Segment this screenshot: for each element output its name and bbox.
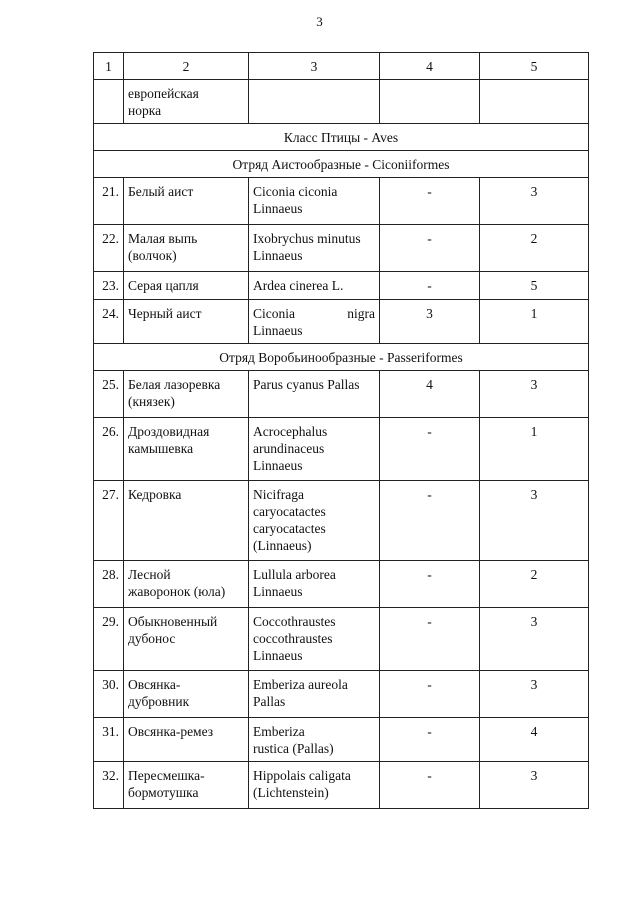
continuation-num-cell	[94, 80, 124, 124]
species-name-ru	[124, 718, 249, 762]
name-line: Овсянка-ремез	[128, 724, 214, 739]
name-line: Лесной	[128, 567, 171, 582]
species-name-ru	[124, 225, 249, 272]
name-line: европейская	[128, 86, 199, 101]
latin-line: Ixobrychus minutus	[253, 231, 361, 246]
continuation-row	[94, 80, 589, 124]
column-5-value: 3	[480, 762, 589, 809]
column-5-value: 3	[480, 671, 589, 718]
header-cell-1: 1	[94, 53, 124, 80]
column-4-value: -	[380, 762, 480, 809]
column-4-value: -	[380, 481, 480, 561]
row-number: 26.	[94, 418, 124, 481]
column-5-value: 2	[480, 225, 589, 272]
latin-line: Nicifraga	[253, 487, 304, 502]
latin-line: Linnaeus	[253, 201, 303, 216]
table-row	[94, 225, 589, 272]
page-number: 3	[316, 14, 323, 29]
name-line: бормотушка	[128, 785, 199, 800]
species-name-latin	[249, 481, 380, 561]
table-row	[94, 371, 589, 418]
ciconiiformes-rows	[94, 178, 589, 344]
latin-line: Acrocephalus	[253, 424, 328, 439]
species-name-latin	[249, 608, 380, 671]
continuation-latin-cell	[249, 80, 380, 124]
name-line: (волчок)	[128, 248, 177, 263]
species-name-ru	[124, 418, 249, 481]
latin-line: Lullula arborea	[253, 567, 336, 582]
latin-line: Linnaeus	[253, 323, 303, 338]
continuation-name-cell	[124, 80, 249, 124]
section-row-order	[94, 344, 589, 371]
row-number: 22.	[94, 225, 124, 272]
name-line: Кедровка	[128, 487, 182, 502]
table-row	[94, 718, 589, 762]
column-4-value: -	[380, 608, 480, 671]
latin-line: (Linnaeus)	[253, 538, 312, 553]
passeriformes-rows	[94, 371, 589, 809]
row-number: 31.	[94, 718, 124, 762]
section-row-class	[94, 124, 589, 151]
latin-line: Emberiza aureola	[253, 677, 348, 692]
species-name-latin	[249, 225, 380, 272]
species-name-ru	[124, 272, 249, 300]
row-number: 23.	[94, 272, 124, 300]
class-title: Класс Птицы - Aves	[94, 124, 589, 151]
latin-line	[253, 305, 375, 322]
latin-word: nigra	[347, 306, 375, 321]
name-line: Серая цапля	[128, 278, 199, 293]
row-number: 29.	[94, 608, 124, 671]
row-number: 30.	[94, 671, 124, 718]
name-line: Белая лазоревка	[128, 377, 221, 392]
continuation-col5-cell	[480, 80, 589, 124]
column-5-value: 1	[480, 418, 589, 481]
species-name-latin	[249, 718, 380, 762]
column-5-value: 4	[480, 718, 589, 762]
latin-line: coccothraustes	[253, 631, 333, 646]
species-name-latin	[249, 561, 380, 608]
latin-line: Emberiza	[253, 724, 305, 739]
column-4-value: -	[380, 671, 480, 718]
table-header-row	[94, 53, 589, 80]
column-4-value: -	[380, 225, 480, 272]
latin-line: Linnaeus	[253, 648, 303, 663]
header-cell-4: 4	[380, 53, 480, 80]
latin-line: Ardea cinerea L.	[253, 278, 344, 293]
column-4-value: -	[380, 418, 480, 481]
species-name-ru	[124, 561, 249, 608]
species-name-latin	[249, 418, 380, 481]
column-5-value: 3	[480, 608, 589, 671]
order-title: Отряд Аистообразные - Ciconiiformes	[94, 151, 589, 178]
column-4-value: -	[380, 272, 480, 300]
latin-line: Coccothraustes	[253, 614, 336, 629]
species-name-latin	[249, 371, 380, 418]
table-row	[94, 561, 589, 608]
name-line: Обыкновенный	[128, 614, 218, 629]
species-name-latin	[249, 272, 380, 300]
table-row	[94, 671, 589, 718]
latin-line: caryocatactes	[253, 521, 326, 536]
column-5-value: 2	[480, 561, 589, 608]
latin-word: Ciconia	[253, 306, 295, 321]
column-5-value: 1	[480, 300, 589, 344]
species-name-latin	[249, 671, 380, 718]
name-line: норка	[128, 103, 162, 118]
row-number: 21.	[94, 178, 124, 225]
name-line: Овсянка-	[128, 677, 181, 692]
name-line: жаворонок (юла)	[128, 584, 226, 599]
name-line: дубонос	[128, 631, 176, 646]
latin-line: Linnaeus	[253, 458, 303, 473]
latin-line: rustica (Pallas)	[253, 741, 334, 756]
table-row	[94, 608, 589, 671]
order-title: Отряд Воробьинообразные - Passeriformes	[94, 344, 589, 371]
latin-line: Hippolais caligata	[253, 768, 351, 783]
name-line: Черный аист	[128, 306, 202, 321]
name-line: Дроздовидная	[128, 424, 210, 439]
species-name-ru	[124, 762, 249, 809]
species-name-latin	[249, 762, 380, 809]
latin-line: Linnaeus	[253, 584, 303, 599]
header-cell-5: 5	[480, 53, 589, 80]
latin-line: Linnaeus	[253, 248, 303, 263]
table-row	[94, 272, 589, 300]
table-row	[94, 178, 589, 225]
column-5-value: 5	[480, 272, 589, 300]
row-number: 27.	[94, 481, 124, 561]
column-4-value: -	[380, 178, 480, 225]
table-row	[94, 418, 589, 481]
continuation-col4-cell	[380, 80, 480, 124]
species-name-ru	[124, 300, 249, 344]
species-name-latin	[249, 178, 380, 225]
column-4-value: -	[380, 561, 480, 608]
name-line: камышевка	[128, 441, 194, 456]
row-number: 24.	[94, 300, 124, 344]
table-row	[94, 762, 589, 809]
species-name-ru	[124, 481, 249, 561]
latin-line: Pallas	[253, 694, 286, 709]
name-line: Белый аист	[128, 184, 194, 199]
name-line: Малая выпь	[128, 231, 198, 246]
column-5-value: 3	[480, 178, 589, 225]
latin-line: Ciconia ciconia	[253, 184, 338, 199]
latin-line: Parus cyanus Pallas	[253, 377, 360, 392]
column-4-value: 3	[380, 300, 480, 344]
column-4-value: -	[380, 718, 480, 762]
column-4-value: 4	[380, 371, 480, 418]
header-cell-3: 3	[249, 53, 380, 80]
row-number: 25.	[94, 371, 124, 418]
name-line: Пересмешка-	[128, 768, 205, 783]
header-cell-2: 2	[124, 53, 249, 80]
species-name-latin	[249, 300, 380, 344]
table-row	[94, 481, 589, 561]
column-5-value: 3	[480, 481, 589, 561]
name-line: (князек)	[128, 394, 175, 409]
species-name-ru	[124, 178, 249, 225]
section-row-order	[94, 151, 589, 178]
species-name-ru	[124, 608, 249, 671]
row-number: 32.	[94, 762, 124, 809]
latin-line: (Lichtenstein)	[253, 785, 329, 800]
latin-line: arundinaceus	[253, 441, 325, 456]
latin-line: caryocatactes	[253, 504, 326, 519]
species-name-ru	[124, 671, 249, 718]
species-table	[93, 52, 589, 809]
species-name-ru	[124, 371, 249, 418]
table-row	[94, 300, 589, 344]
row-number: 28.	[94, 561, 124, 608]
column-5-value: 3	[480, 371, 589, 418]
name-line: дубровник	[128, 694, 190, 709]
